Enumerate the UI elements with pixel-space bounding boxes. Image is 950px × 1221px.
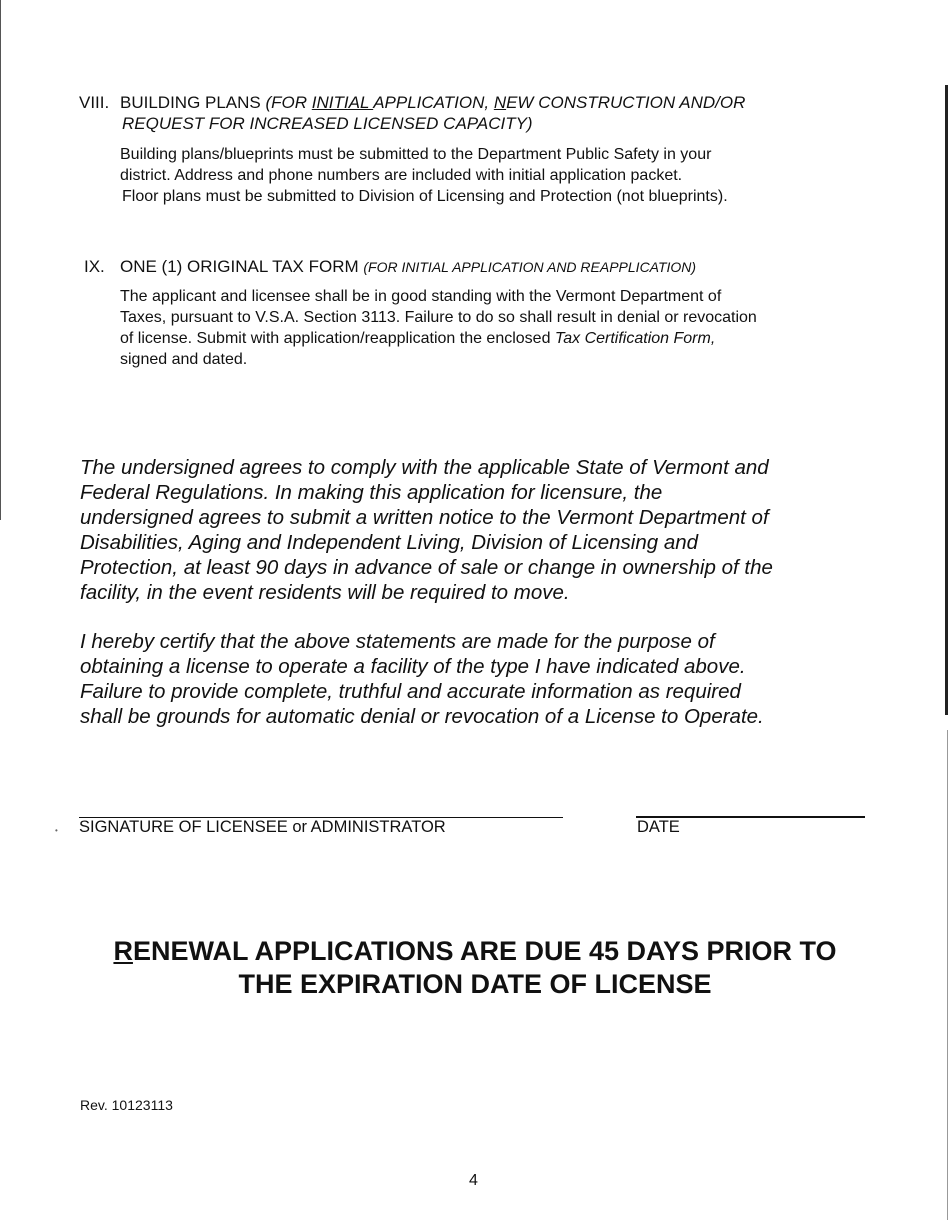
renewal-line-2: THE EXPIRATION DATE OF LICENSE — [238, 969, 712, 999]
section-title: ONE (1) ORIGINAL TAX FORM — [120, 257, 364, 276]
body-line: Floor plans must be submitted to Division of Licensing and Protection (not blueprints). — [122, 188, 728, 205]
section-title: BUILDING PLANS — [120, 93, 266, 112]
renewal-line-1: RENEWAL APPLICATIONS ARE DUE 45 DAYS PRIOR TO — [113, 936, 837, 966]
body-line: Building plans/blueprints must be submitted to the Department Public Safety in your — [120, 146, 712, 163]
certification-line: obtaining a license to operate a facility of the type I have indicated above. — [80, 655, 746, 678]
section-number: VIII. — [79, 93, 110, 112]
page-number: 4 — [469, 1172, 478, 1189]
section-note: (FOR INITIAL APPLICATION AND REAPPLICATION) — [363, 259, 697, 275]
agreement-line: facility, in the event residents will be required to move. — [80, 581, 570, 604]
tax-form-name: Tax Certification Form, — [554, 330, 716, 347]
signature-label: SIGNATURE OF LICENSEE or ADMINISTRATOR — [79, 818, 446, 836]
revision-code: Rev. 10123113 — [80, 1097, 173, 1113]
body-line: The applicant and licensee shall be in good standing with the Vermont Department of — [120, 288, 722, 305]
section-number: IX. — [84, 257, 105, 276]
body-line: signed and dated. — [120, 351, 248, 368]
certification-line: shall be grounds for automatic denial or revocation of a License to Operate. — [80, 705, 764, 728]
certification-line: I hereby certify that the above statements are made for the purpose of — [80, 630, 715, 653]
agreement-line: The undersigned agrees to comply with the applicable State of Vermont and — [80, 456, 769, 479]
body-line: district. Address and phone numbers are included with initial application packet. — [120, 167, 683, 184]
scan-edge-right-lower — [947, 730, 948, 1220]
agreement-line: Disabilities, Aging and Independent Living, Division of Licensing and — [80, 531, 699, 554]
certification-line: Failure to provide complete, truthful and accurate information as required — [80, 680, 741, 703]
renewal-notice — [80, 935, 870, 1001]
section-note: (FOR INITIAL APPLICATION, NEW CONSTRUCTION AND/OR — [265, 93, 746, 112]
scan-edge-left — [0, 0, 1, 520]
agreement-line: Federal Regulations. In making this application for licensure, the — [80, 481, 663, 504]
section-viii-heading — [79, 92, 879, 134]
agreement-line: Protection, at least 90 days in advance of sale or change in ownership of the — [80, 556, 773, 579]
section-ix-body — [120, 286, 880, 370]
agreement-paragraph — [80, 455, 880, 605]
section-ix-heading — [84, 256, 884, 278]
body-line: of license. Submit with application/reapplication the enclosed Tax Certification Form, — [120, 330, 716, 347]
agreement-line: undersigned agrees to submit a written notice to the Vermont Department of — [80, 506, 769, 529]
body-line: Taxes, pursuant to V.S.A. Section 3113. Failure to do so shall result in denial or revocation — [120, 309, 757, 326]
certification-paragraph — [80, 629, 880, 729]
section-viii-body — [120, 144, 880, 207]
scan-edge-right — [945, 85, 948, 715]
date-label: DATE — [637, 818, 680, 836]
scan-speck: • — [55, 826, 58, 835]
section-note-continued: REQUEST FOR INCREASED LICENSED CAPACITY) — [122, 114, 533, 133]
